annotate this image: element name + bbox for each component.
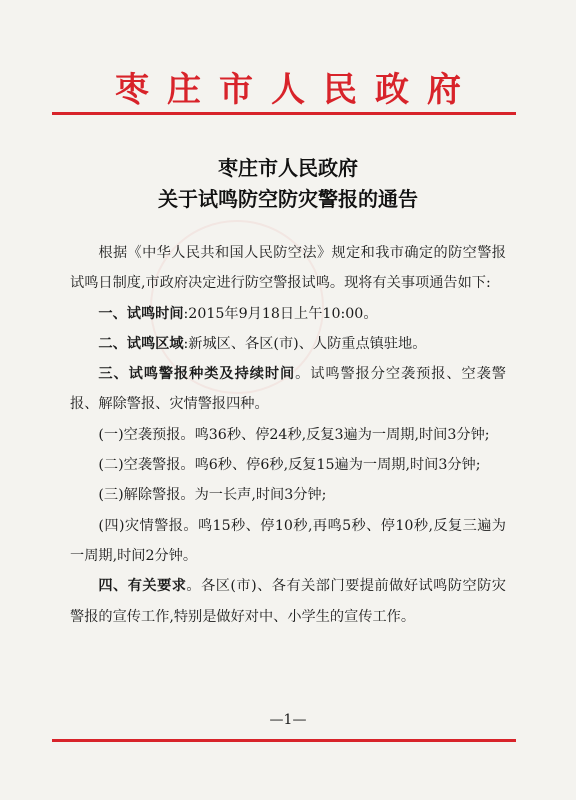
section-1	[70, 299, 506, 329]
section-2-heading: 二、试鸣区域	[98, 335, 184, 352]
section-1-heading: 一、试鸣时间	[98, 305, 184, 322]
section-3-heading: 三、试鸣警报种类及持续时间	[98, 366, 296, 383]
item-3: (三)解除警报。为一长声,时间3分钟;	[98, 487, 327, 504]
body-text	[70, 238, 506, 632]
section-4-text: 。各区(市)、各有关部门要提前做好试鸣防空防灾警报的宣传工作,特别是做好对中、小学生的宣传工作。	[70, 578, 506, 625]
section-1-text: :2015年9月18日上午10:00。	[183, 305, 378, 322]
section-4	[70, 571, 506, 632]
item-4: (四)灾情警报。鸣15秒、停10秒,再鸣5秒、停10秒,反复三遍为一周期,时间2分钟。	[70, 517, 506, 564]
section-2-text: :新城区、各区(市)、人防重点镇驻地。	[183, 335, 427, 352]
letterhead: 枣庄市人民政府	[115, 70, 479, 110]
intro-paragraph: 根据《中华人民共和国人民防空法》规定和我市确定的防空警报试鸣日制度,市政府决定进行防空警报试鸣。现将有关事项通告如下:	[70, 245, 506, 292]
section-3	[70, 359, 506, 420]
section-2	[70, 329, 506, 359]
letterhead-rule	[52, 112, 516, 115]
title-line-1: 枣庄市人民政府	[218, 156, 358, 180]
footer-rule	[52, 739, 516, 742]
item-1: (一)空袭预报。鸣36秒、停24秒,反复3遍为一周期,时间3分钟;	[98, 426, 490, 443]
page-number: —1—	[269, 712, 307, 728]
section-4-heading: 四、有关要求	[98, 578, 187, 595]
section-3-text: 。试鸣警报分空袭预报、空袭警报、解除警报、灾情警报四种。	[70, 366, 506, 413]
title-line-2: 关于试鸣防空防灾警报的通告	[158, 187, 418, 211]
item-2: (二)空袭警报。鸣6秒、停6秒,反复15遍为一周期,时间3分钟;	[98, 457, 481, 474]
